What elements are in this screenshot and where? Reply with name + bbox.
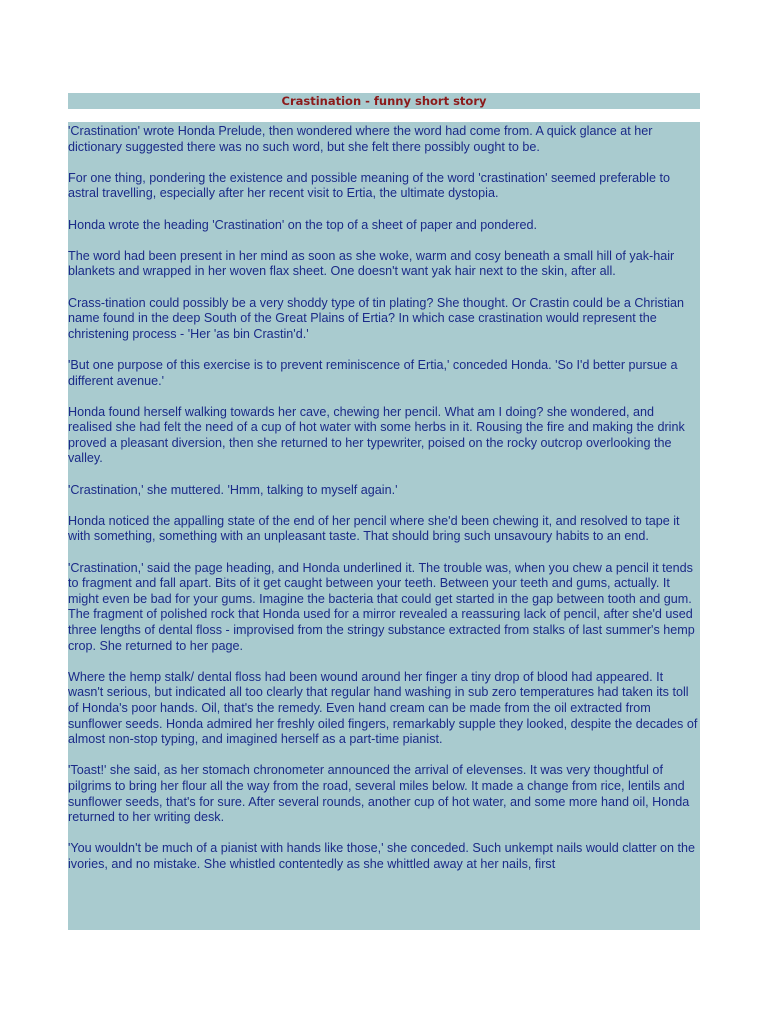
paragraph-1: 'Crastination' wrote Honda Prelude, then wondered where the word had come from. A quick glance at her dictionary suggested there was no such word, but she felt there possibly ought to be. [68, 124, 653, 154]
paragraph-12: 'Toast!' she said, as her stomach chronometer announced the arrival of elevenses. It was very thoughtful of pilgrims to bring her flour all the way from the road, several miles below. It made a change from rice, lentils and sunflower seeds, that's for sure. After several rounds, another cup of hot water, and some more hand oil, Honda returned to her writing desk. [68, 763, 690, 825]
paragraph-9: Honda noticed the appalling state of the end of her pencil where she'd been chewing it, and resolved to tape it with something, something with an unpleasant taste. That should bring such unsavoury habits to an end. [68, 513, 680, 544]
paragraph-10: 'Crastination,' said the page heading, and Honda underlined it. The trouble was, when you chew a pencil it tends to fragment and fall apart. Bits of it get caught between your teeth. Between your teeth and gums, actually. It might even be bad for your gums. Imagine the bacteria that could get started in the gap between tooth and gum. The fragment of polished rock that Honda used for a mirror revealed a reassuring lack of pencil, after she'd used three lengths of dental floss - improvised from the stringy substance extracted from stalks of last summer's hemp crop. She returned to her page. [68, 560, 695, 653]
story-title: Crastination - funny short story [68, 93, 700, 109]
story-body [68, 122, 700, 930]
paragraph-4: The word had been present in her mind as soon as she woke, warm and cosy beneath a small hill of yak-hair blankets and wrapped in her woven flax sheet. One doesn't want yak hair next to the skin, after all. [68, 248, 675, 279]
paragraph-7: Honda found herself walking towards her cave, chewing her pencil. What am I doing? she wondered, and realised she had felt the need of a cup of hot water with some herbs in it. Rousing the fire and making the drink proved a pleasant diversion, then she returned to her typewriter, poised on the rocky outcrop overlooking the valley. [68, 404, 685, 466]
story-text [68, 122, 700, 873]
paragraph-11: Where the hemp stalk/ dental floss had been wound around her finger a tiny drop of blood had appeared. It wasn't serious, but indicated all too clearly that regular hand washing in sub zero temperatures had taken its toll of Honda's poor hands. Oil, that's the remedy. Even hand cream can be made from the oil extracted from sunflower seeds. Honda admired her freshly oiled fingers, remarkably supple they looked, despite the decades of almost non-stop typing, and imagined herself as a part-time pianist. [68, 669, 698, 747]
paragraph-13: 'You wouldn't be much of a pianist with hands like those,' she conceded. Such unkempt nails would clatter on the ivories, and no mistake. She whistled contentedly as she whittled away at her nails, first [68, 841, 696, 871]
paragraph-6: 'But one purpose of this exercise is to prevent reminiscence of Ertia,' conceded Honda. 'So I'd better pursue a different avenue.' [68, 357, 678, 388]
paragraph-3: Honda wrote the heading 'Crastination' on the top of a sheet of paper and pondered. [68, 217, 538, 232]
paragraph-8: 'Crastination,' she muttered. 'Hmm, talking to myself again.' [68, 482, 398, 497]
paragraph-5: Crass-tination could possibly be a very shoddy type of tin plating? She thought. Or Crastin could be a Christian name found in the deep South of the Great Plains of Ertia? In which case crastination would represent the christening process - 'Her 'as bin Crastin'd.' [68, 295, 685, 341]
paragraph-2: For one thing, pondering the existence and possible meaning of the word 'crastination' seemed preferable to astral travelling, especially after her recent visit to Ertia, the ultimate dystopia. [68, 170, 670, 201]
